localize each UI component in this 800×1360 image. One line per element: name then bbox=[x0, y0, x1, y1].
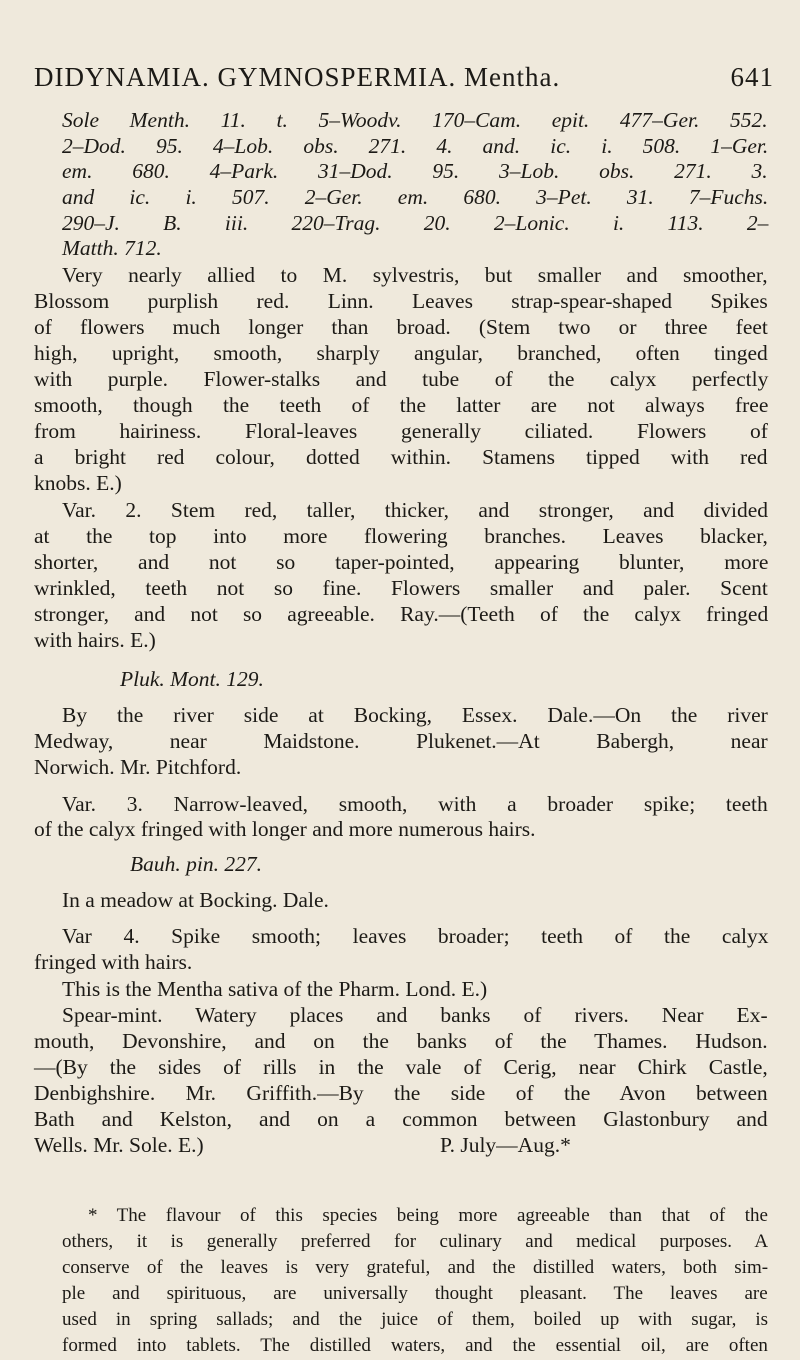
text-line: from hairiness. Floral-leaves generally ciliated. Flowers of bbox=[34, 419, 768, 443]
text-line: of flowers much longer than broad. (Stem two or three feet bbox=[34, 315, 768, 339]
text-line: 2–Dod. 95. 4–Lob. obs. 271. 4. and. ic. i. 508. 1–Ger. bbox=[62, 134, 769, 158]
text-line: By the river side at Bocking, Essex. Dale.—On the river bbox=[62, 703, 768, 727]
text-line: 290–J. B. iii. 220–Trag. 20. 2–Lonic. i. 113. 2– bbox=[62, 211, 769, 235]
text-line: Norwich. Mr. Pitchford. bbox=[34, 755, 242, 779]
footnote-line: others, it is generally preferred for culinary and medical purposes. A bbox=[62, 1231, 769, 1252]
text-line: fringed with hairs. bbox=[34, 950, 193, 974]
text-line: Bath and Kelston, and on a common between Glastonbury and bbox=[34, 1107, 768, 1131]
running-title: DIDYNAMIA. GYMNOSPERMIA. Mentha. bbox=[34, 62, 561, 92]
text-line: In a meadow at Bocking. Dale. bbox=[62, 888, 329, 912]
text-line: Var 4. Spike smooth; leaves broader; teeth of the calyx bbox=[62, 924, 769, 948]
text-line: mouth, Devonshire, and on the banks of the Thames. Hudson. bbox=[34, 1029, 768, 1053]
text-line: a bright red colour, dotted within. Stamens tipped with red bbox=[34, 445, 768, 469]
footnote-line: ple and spirituous, are universally thought pleasant. The leaves are bbox=[62, 1283, 768, 1304]
footnote-line: formed into tablets. The distilled waters, and the essential oil, are often bbox=[62, 1335, 768, 1356]
text-line: Wells. Mr. Sole. E.) bbox=[34, 1133, 204, 1157]
text-line: —(By the sides of rills in the vale of Cerig, near Chirk Castle, bbox=[34, 1055, 768, 1079]
text-line: P. July—Aug.* bbox=[440, 1133, 571, 1157]
text-line: Pluk. Mont. 129. bbox=[120, 667, 264, 691]
text-line: of the calyx fringed with longer and more numerous hairs. bbox=[34, 817, 536, 841]
text-line: smooth, though the teeth of the latter are not always free bbox=[34, 393, 769, 417]
text-line: stronger, and not so agreeable. Ray.—(Teeth of the calyx fringed bbox=[34, 602, 769, 626]
text-line: shorter, and not so taper-pointed, appearing blunter, more bbox=[34, 550, 769, 574]
page-number: 641 bbox=[730, 62, 774, 92]
text-line: high, upright, smooth, sharply angular, branched, often tinged bbox=[34, 341, 768, 365]
running-header bbox=[34, 62, 774, 102]
text-line: knobs. E.) bbox=[34, 471, 122, 495]
footnote-line: * The flavour of this species being more agreeable than that of the bbox=[88, 1205, 768, 1226]
text-line: Matth. 712. bbox=[62, 236, 162, 260]
text-line: Var. 2. Stem red, taller, thicker, and stronger, and divided bbox=[62, 498, 768, 522]
text-line: Bauh. pin. 227. bbox=[130, 852, 262, 876]
text-line: at the top into more flowering branches. Leaves blacker, bbox=[34, 524, 768, 548]
text-line: wrinkled, teeth not so fine. Flowers smaller and paler. Scent bbox=[34, 576, 768, 600]
text-line: Spear-mint. Watery places and banks of rivers. Near Ex- bbox=[62, 1003, 768, 1027]
text-line: em. 680. 4–Park. 31–Dod. 95. 3–Lob. obs. 271. 3. bbox=[62, 159, 768, 183]
text-line: Very nearly allied to M. sylvestris, but smaller and smoother, bbox=[62, 263, 768, 287]
footnote-line: conserve of the leaves is very grateful, and the distilled waters, both sim- bbox=[62, 1257, 769, 1278]
text-line: Medway, near Maidstone. Plukenet.—At Babergh, near bbox=[34, 729, 768, 753]
text-line: This is the Mentha sativa of the Pharm. Lond. E.) bbox=[62, 977, 488, 1001]
footnote-line: used in spring sallads; and the juice of them, boiled up with sugar, is bbox=[62, 1309, 769, 1330]
text-line: Var. 3. Narrow-leaved, smooth, with a broader spike; teeth bbox=[62, 792, 768, 816]
text-line: with purple. Flower-stalks and tube of the calyx perfectly bbox=[34, 367, 769, 391]
text-line: with hairs. E.) bbox=[34, 628, 156, 652]
text-line: Sole Menth. 11. t. 5–Woodv. 170–Cam. epit. 477–Ger. 552. bbox=[62, 108, 768, 132]
text-line: Blossom purplish red. Linn. Leaves strap-spear-shaped Spikes bbox=[34, 289, 768, 313]
text-line: Denbighshire. Mr. Griffith.—By the side of the Avon between bbox=[34, 1081, 768, 1105]
text-line: and ic. i. 507. 2–Ger. em. 680. 3–Pet. 31. 7–Fuchs. bbox=[62, 185, 769, 209]
